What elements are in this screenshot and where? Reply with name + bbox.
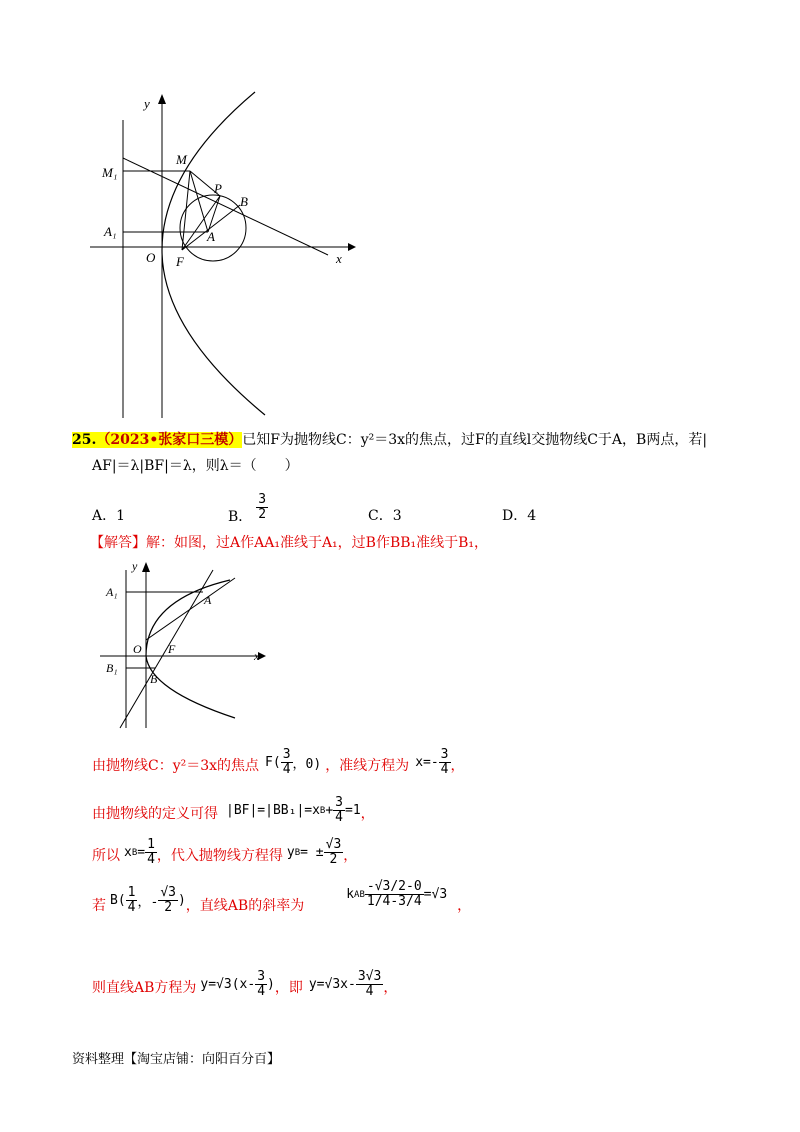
label-F: F (176, 254, 184, 269)
solution-tag: 【解答】 (90, 535, 146, 551)
question-source: （2023•张家口三模） (96, 432, 243, 448)
circle (180, 195, 246, 261)
svg-text:O: O (133, 642, 142, 656)
page-footer: 资料整理【淘宝店铺：向阳百分百】 (72, 1052, 281, 1067)
label-M: M (176, 152, 187, 167)
question-stem-1: 已知F为抛物线C：y²＝3x的焦点，过F的直线l交抛物线C于A，B两点，若| (242, 432, 708, 448)
svg-text:B₁: B₁ (106, 661, 118, 675)
svg-text:A: A (204, 593, 212, 607)
option-d: D．4 (502, 508, 537, 524)
figure-parabola-circle (90, 90, 360, 420)
solution-intro-text: 解：如图，过A作AA₁准线于A₁，过B作BB₁准线于B₁， (146, 535, 489, 551)
label-O: O (146, 250, 156, 265)
option-a: A．1 (92, 508, 126, 524)
line-m1-b (123, 158, 328, 255)
question-line1 (72, 430, 707, 450)
solution-step-2: 由抛物线的定义可得 |BF|=|BB₁|=x B + $\frac{3}{4}$ =1 ， (92, 795, 375, 825)
question-number: 25. (72, 432, 97, 448)
label-M1: M₁ (102, 165, 118, 180)
label-y: y (144, 96, 150, 111)
svg-text:y: y (132, 560, 138, 573)
option-c: C．3 (368, 508, 402, 524)
option-b-num: 3 (258, 491, 267, 507)
svg-text:x: x (254, 649, 260, 663)
solution-step-3: 所以 x B = $\frac{1}{4}$ ，代入抛物线方程得 y B = ± $\frac{√3}{2}$ ， (92, 837, 358, 867)
solution-step-5: 则直线AB方程为 y=√3(x- $\frac{3}{4}$ ) ，即 y=√3x- $\frac{3√3}{4}$ ， (92, 969, 398, 999)
option-b: B． $\frac{3}{2}$ (228, 491, 267, 525)
figure-parabola-chord (100, 560, 270, 730)
svg-text:A₁: A₁ (106, 585, 118, 599)
solution-step-1: 由抛物线C：y²＝3x的焦点 F( $\frac{3}{4}$ ，0) ，准线方程为 x=- $\frac{3}{4}$ ， (92, 747, 465, 777)
option-b-den: 2 (258, 506, 267, 522)
solution-step-4: 若 B( $\frac{1}{4}$ ，- $\frac{√3}{2}$ ) ，直线AB的斜率为 k AB $\frac{-√3/2-0}{1/4-3/4}$ =√3 ， (92, 879, 472, 915)
solution-intro (90, 532, 488, 552)
label-x: x (336, 251, 342, 266)
label-B: B (240, 194, 248, 209)
label-A: A (207, 229, 215, 244)
label-A1: A₁ (104, 224, 117, 239)
svg-text:B: B (150, 672, 158, 686)
label-P: P (214, 181, 222, 196)
svg-text:F: F (168, 642, 176, 656)
question-line2: AF|＝λ|BF|＝λ，则λ＝（ ） (92, 458, 299, 474)
